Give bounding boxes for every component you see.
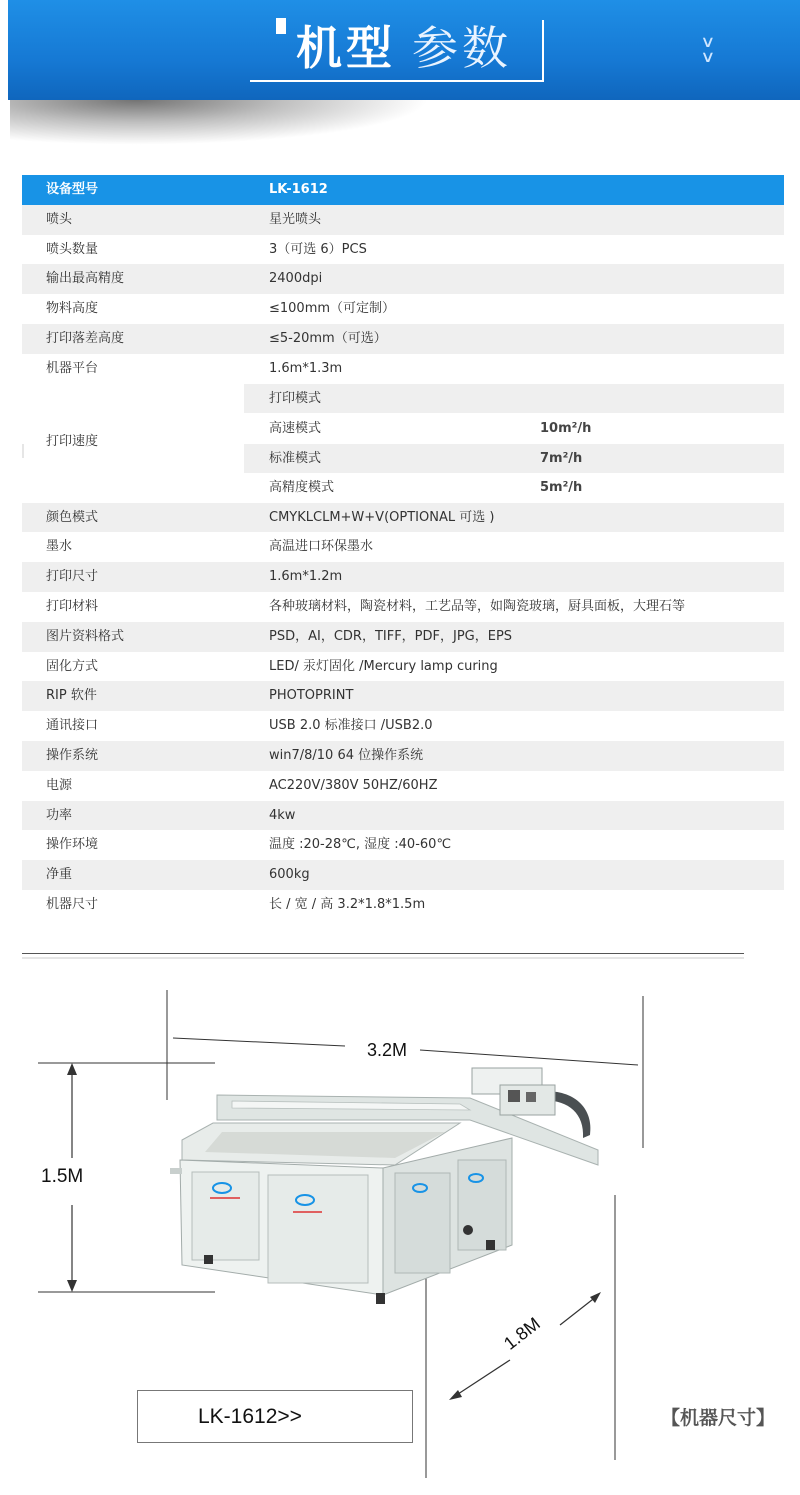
spec-label: 操作环境 bbox=[46, 837, 99, 853]
section-divider bbox=[22, 953, 744, 954]
spec-label: 打印材料 bbox=[46, 598, 99, 614]
spec-value: 温度 :20-28℃, 湿度 :40-60℃ bbox=[269, 837, 452, 853]
spec-label: 通讯接口 bbox=[46, 718, 99, 734]
spec-label: 净重 bbox=[46, 867, 73, 883]
speed-value: 5m²/h bbox=[540, 479, 583, 495]
spec-value: USB 2.0 标准接口 /USB2.0 bbox=[269, 718, 433, 734]
width-dimension-label: 3.2M bbox=[367, 1040, 408, 1060]
spec-value: LED/ 汞灯固化 /Mercury lamp curing bbox=[269, 658, 498, 674]
spec-label: 功率 bbox=[46, 807, 73, 823]
spec-row bbox=[22, 562, 784, 592]
title-notch bbox=[276, 18, 286, 34]
spec-row bbox=[22, 503, 784, 533]
spec-value: 1.6m*1.3m bbox=[269, 360, 343, 376]
speed-mode-header: 打印模式 bbox=[269, 390, 322, 406]
spec-row bbox=[22, 235, 784, 265]
spec-label: 电源 bbox=[46, 777, 73, 793]
spec-row bbox=[22, 264, 784, 294]
spec-row bbox=[22, 354, 784, 384]
spec-label: 颜色模式 bbox=[46, 509, 99, 525]
speed-mode: 高速模式 bbox=[269, 420, 322, 436]
model-label-box bbox=[137, 1390, 413, 1443]
spec-value: CMYKLCLM+W+V(OPTIONAL 可选 ) bbox=[269, 509, 495, 525]
print-speed-block bbox=[22, 384, 784, 503]
spec-table bbox=[22, 175, 784, 920]
spec-row bbox=[22, 324, 784, 354]
spec-value: ≤5-20mm（可选） bbox=[269, 330, 387, 346]
spec-value: AC220V/380V 50HZ/60HZ bbox=[269, 777, 438, 793]
speed-mode-row bbox=[244, 444, 784, 474]
spec-label: 机器尺寸 bbox=[46, 896, 99, 912]
figure-caption: 【机器尺寸】 bbox=[661, 1407, 776, 1429]
spec-row bbox=[22, 741, 784, 771]
spec-header-row bbox=[22, 175, 784, 205]
spec-label: 打印速度 bbox=[46, 433, 99, 449]
spec-label: RIP 软件 bbox=[46, 688, 97, 704]
spec-row bbox=[22, 532, 784, 562]
spec-value: 2400dpi bbox=[269, 271, 323, 287]
speed-mode-header-row bbox=[244, 384, 784, 414]
spec-label: 输出最高精度 bbox=[46, 271, 125, 287]
spec-value: 3（可选 6）PCS bbox=[269, 241, 367, 257]
spec-row bbox=[22, 771, 784, 801]
speed-mode: 高精度模式 bbox=[269, 479, 335, 495]
banner-shadow bbox=[10, 100, 430, 145]
spec-label: 喷头数量 bbox=[46, 241, 99, 257]
speed-mode: 标准模式 bbox=[269, 450, 322, 466]
model-label: LK-1612>> bbox=[198, 1405, 302, 1428]
spec-row bbox=[22, 592, 784, 622]
spec-row bbox=[22, 294, 784, 324]
spec-row bbox=[22, 205, 784, 235]
spec-label: 操作系统 bbox=[46, 747, 99, 763]
spec-label: 喷头 bbox=[46, 211, 73, 227]
spec-label: 打印落差高度 bbox=[46, 330, 125, 346]
spec-value: 星光喷头 bbox=[269, 211, 322, 227]
spec-value: PHOTOPRINT bbox=[269, 688, 354, 704]
spec-value: ≤100mm（可定制） bbox=[269, 301, 396, 317]
spec-row bbox=[22, 830, 784, 860]
spec-value: 600kg bbox=[269, 867, 310, 883]
machine-dimension-figure bbox=[0, 960, 800, 1495]
spec-value: 各种玻璃材料，陶瓷材料，工艺品等，如陶瓷玻璃，厨具面板，大理石等 bbox=[269, 598, 686, 614]
height-dimension-label: 1.5M bbox=[41, 1166, 84, 1187]
spec-value: 高温进口环保墨水 bbox=[269, 539, 374, 555]
spec-row bbox=[22, 711, 784, 741]
depth-dimension-label: 1.8M bbox=[500, 1313, 544, 1354]
spec-label: 打印尺寸 bbox=[46, 569, 99, 585]
spec-row bbox=[22, 622, 784, 652]
speed-mode-row bbox=[244, 414, 784, 444]
spec-label: 机器平台 bbox=[46, 360, 99, 376]
spec-row bbox=[22, 890, 784, 920]
spec-row bbox=[22, 860, 784, 890]
title-bold-text: 机型 bbox=[296, 21, 396, 75]
spec-value: 1.6m*1.2m bbox=[269, 569, 343, 585]
spec-label: 物料高度 bbox=[46, 301, 99, 317]
speed-value: 7m²/h bbox=[540, 450, 583, 466]
spec-value: LK-1612 bbox=[269, 182, 328, 197]
spec-label: 墨水 bbox=[46, 539, 73, 555]
spec-value: PSD，AI，CDR，TIFF，PDF，JPG，EPS bbox=[269, 628, 513, 644]
spec-row bbox=[22, 681, 784, 711]
spec-label: 固化方式 bbox=[46, 658, 99, 674]
spec-value: win7/8/10 64 位操作系统 bbox=[269, 747, 424, 763]
spec-value: 4kw bbox=[269, 807, 296, 823]
speed-value: 10m²/h bbox=[540, 420, 592, 436]
speed-mode-row bbox=[244, 473, 784, 503]
speed-label-marker bbox=[22, 444, 24, 458]
spec-label: 图片资料格式 bbox=[46, 628, 125, 644]
chevron-down-icon: ∨ bbox=[700, 47, 716, 66]
section-divider-shadow bbox=[22, 957, 744, 959]
spec-label: 设备型号 bbox=[46, 182, 99, 197]
chevron-down-icon: ∨ bbox=[700, 32, 716, 51]
title-light-text: 参数 bbox=[412, 21, 512, 75]
spec-value: 长 / 宽 / 高 3.2*1.8*1.5m bbox=[269, 896, 426, 912]
spec-row bbox=[22, 801, 784, 831]
spec-row bbox=[22, 652, 784, 682]
